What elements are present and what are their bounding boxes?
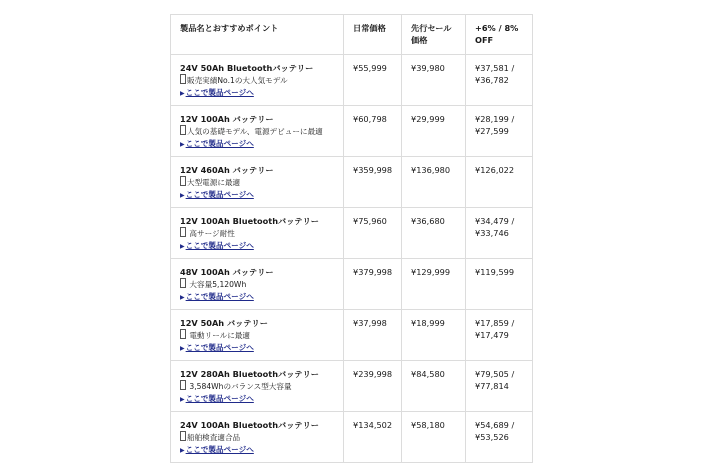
product-cell: [171, 208, 344, 259]
discount-price-cell: ¥34,479 / ¥33,746: [466, 208, 533, 259]
product-name: 48V 100Ah バッテリー: [180, 267, 274, 277]
triangle-right-icon: ▶: [180, 141, 185, 148]
missing-glyph-icon: [180, 431, 186, 441]
product-price-table: [170, 14, 533, 463]
product-page-link[interactable]: [180, 393, 336, 406]
product-point: [180, 125, 336, 138]
product-cell: [171, 55, 344, 106]
product-name: 24V 100Ah Bluetoothバッテリー: [180, 420, 319, 430]
missing-glyph-icon: [180, 380, 186, 390]
triangle-right-icon: ▶: [180, 294, 185, 301]
regular-price-cell: ¥55,999: [344, 55, 402, 106]
product-name: 12V 100Ah Bluetoothバッテリー: [180, 216, 319, 226]
triangle-right-icon: ▶: [180, 90, 185, 97]
regular-price-cell: ¥359,998: [344, 157, 402, 208]
product-point-text: 高サージ耐性: [187, 229, 235, 238]
regular-price-cell: ¥37,998: [344, 310, 402, 361]
header-regular-price: 日常価格: [344, 15, 402, 55]
table-row: [171, 208, 533, 259]
product-name: 12V 50Ah バッテリー: [180, 318, 268, 328]
discount-price-cell: ¥79,505 / ¥77,814: [466, 361, 533, 412]
triangle-right-icon: ▶: [180, 192, 185, 199]
missing-glyph-icon: [180, 329, 186, 339]
missing-glyph-icon: [180, 278, 186, 288]
product-price-table-wrapper: [170, 14, 533, 463]
missing-glyph-icon: [180, 74, 186, 84]
product-point-text: 大容量5,120Wh: [187, 280, 247, 289]
regular-price-cell: ¥239,998: [344, 361, 402, 412]
header-product: 製品名とおすすめポイント: [171, 15, 344, 55]
product-point-text: 3,584Whのバランス型大容量: [187, 382, 292, 391]
product-point-text: 大型電源に最適: [187, 178, 241, 187]
product-point: [180, 74, 336, 87]
product-page-link-label[interactable]: ここで製品ページへ: [185, 343, 254, 352]
product-point: [180, 431, 336, 444]
product-cell: [171, 361, 344, 412]
product-point-text: 人気の基礎モデル、電源デビューに最適: [187, 127, 323, 136]
product-cell: [171, 157, 344, 208]
table-row: [171, 259, 533, 310]
product-point: [180, 380, 336, 393]
product-name: 12V 460Ah バッテリー: [180, 165, 274, 175]
table-row: [171, 55, 533, 106]
regular-price-cell: ¥60,798: [344, 106, 402, 157]
discount-price-cell: ¥17,859 / ¥17,479: [466, 310, 533, 361]
regular-price-cell: ¥75,960: [344, 208, 402, 259]
discount-price-cell: ¥54,689 / ¥53,526: [466, 412, 533, 463]
product-page-link[interactable]: [180, 189, 336, 202]
presale-price-cell: ¥29,999: [402, 106, 466, 157]
product-page-link-label[interactable]: ここで製品ページへ: [185, 190, 254, 199]
missing-glyph-icon: [180, 176, 186, 186]
product-point-text: 販売実績No.1の大人気モデル: [187, 76, 288, 85]
product-page-link[interactable]: [180, 87, 336, 100]
product-cell: [171, 412, 344, 463]
product-page-link[interactable]: [180, 138, 336, 151]
product-point: [180, 227, 336, 240]
triangle-right-icon: ▶: [180, 243, 185, 250]
table-row: [171, 412, 533, 463]
triangle-right-icon: ▶: [180, 345, 185, 352]
presale-price-cell: ¥36,680: [402, 208, 466, 259]
product-page-link[interactable]: [180, 291, 336, 304]
header-presale-price: 先行セール価格: [402, 15, 466, 55]
presale-price-cell: ¥136,980: [402, 157, 466, 208]
product-point: [180, 278, 336, 291]
presale-price-cell: ¥18,999: [402, 310, 466, 361]
product-point: [180, 329, 336, 342]
table-row: [171, 106, 533, 157]
product-name: 24V 50Ah Bluetoothバッテリー: [180, 63, 314, 73]
product-page-link-label[interactable]: ここで製品ページへ: [185, 292, 254, 301]
product-point: [180, 176, 336, 189]
table-row: [171, 310, 533, 361]
presale-price-cell: ¥84,580: [402, 361, 466, 412]
presale-price-cell: ¥58,180: [402, 412, 466, 463]
product-page-link-label[interactable]: ここで製品ページへ: [185, 394, 254, 403]
product-name: 12V 280Ah Bluetoothバッテリー: [180, 369, 319, 379]
product-page-link[interactable]: [180, 240, 336, 253]
table-header-row: [171, 15, 533, 55]
triangle-right-icon: ▶: [180, 447, 185, 454]
regular-price-cell: ¥379,998: [344, 259, 402, 310]
table-row: [171, 361, 533, 412]
missing-glyph-icon: [180, 227, 186, 237]
product-page-link-label[interactable]: ここで製品ページへ: [185, 139, 254, 148]
product-page-link-label[interactable]: ここで製品ページへ: [185, 88, 254, 97]
regular-price-cell: ¥134,502: [344, 412, 402, 463]
presale-price-cell: ¥129,999: [402, 259, 466, 310]
product-page-link-label[interactable]: ここで製品ページへ: [185, 241, 254, 250]
product-page-link[interactable]: [180, 444, 336, 457]
product-cell: [171, 106, 344, 157]
table-row: [171, 157, 533, 208]
product-name: 12V 100Ah バッテリー: [180, 114, 274, 124]
product-page-link[interactable]: [180, 342, 336, 355]
discount-price-cell: ¥28,199 / ¥27,599: [466, 106, 533, 157]
discount-price-cell: ¥37,581 / ¥36,782: [466, 55, 533, 106]
product-cell: [171, 259, 344, 310]
product-point-text: 船舶検査適合品: [187, 433, 241, 442]
product-page-link-label[interactable]: ここで製品ページへ: [185, 445, 254, 454]
presale-price-cell: ¥39,980: [402, 55, 466, 106]
product-cell: [171, 310, 344, 361]
discount-price-cell: ¥119,599: [466, 259, 533, 310]
triangle-right-icon: ▶: [180, 396, 185, 403]
missing-glyph-icon: [180, 125, 186, 135]
header-discount-price: +6% / 8% OFF: [466, 15, 533, 55]
product-point-text: 電動リールに最適: [187, 331, 251, 340]
discount-price-cell: ¥126,022: [466, 157, 533, 208]
